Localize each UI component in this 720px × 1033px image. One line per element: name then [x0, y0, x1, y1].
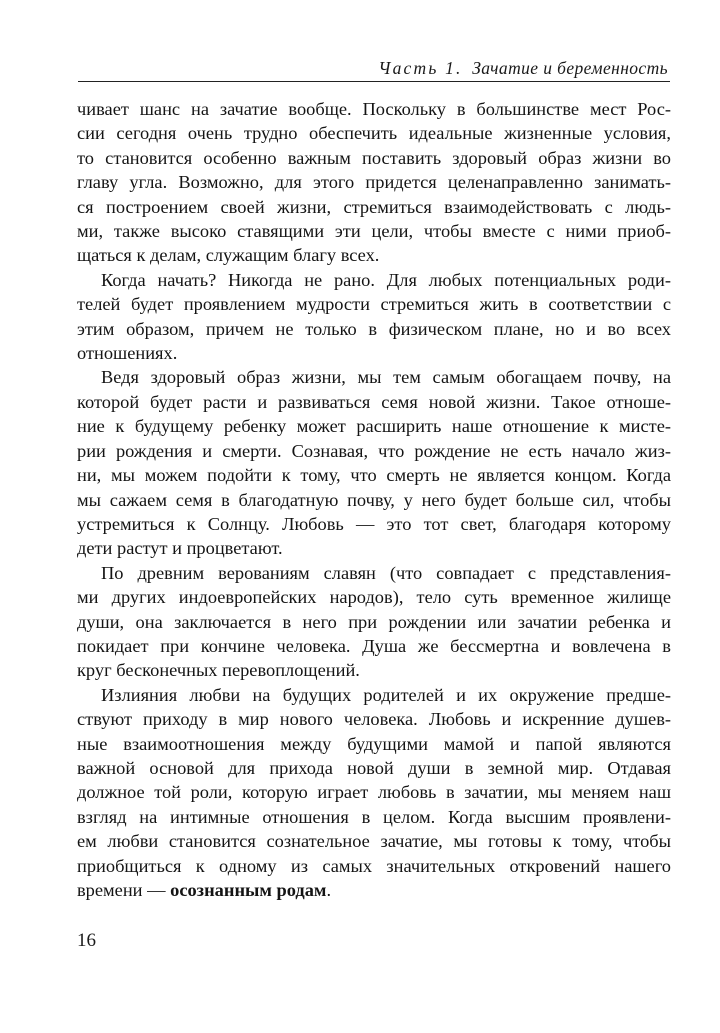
text-line: ствуют приходу в мир нового человека. Любовь и искренние душев-: [77, 709, 671, 730]
text-line: главу угла. Возможно, для этого придется целенаправленно занимать-: [77, 172, 671, 193]
text-line: дети растут и процветают.: [77, 538, 283, 559]
page-number: 16: [77, 930, 96, 951]
text-line: Излияния любви на будущих родителей и их окружение предше-: [101, 684, 671, 705]
paragraph-2: [77, 268, 671, 366]
running-head-title: Зачатие и беременность: [472, 58, 668, 78]
paragraph-5: [77, 683, 671, 903]
paragraph-4: [77, 561, 671, 683]
body-text: [77, 97, 671, 902]
text-line: отношениях.: [77, 343, 178, 364]
text-line: ние к будущему ребенку может расширить наше отношение к мисте-: [77, 416, 671, 437]
running-head-part: Часть 1.: [378, 58, 463, 78]
text-line: Когда начать? Никогда не рано. Для любых потенциальных роди-: [101, 269, 671, 290]
paragraph-1: [77, 97, 671, 268]
text-line: круг бесконечных перевоплощений.: [77, 660, 360, 681]
paragraph-3: [77, 365, 671, 560]
text-line: ем любви становится сознательное зачатие, мы готовы к тому, чтобы: [77, 831, 671, 852]
text-line: покидает при кончине человека. Душа же бессмертна и вовлечена в: [77, 635, 671, 656]
text-line: сии сегодня очень трудно обеспечить идеальные жизненные условия,: [77, 123, 671, 144]
text-line: души, она заключается в него при рождении или зачатии ребенка и: [77, 611, 671, 632]
header-rule: [78, 81, 670, 82]
text-line: которой будет расти и развиваться семя новой жизни. Такое отноше-: [77, 391, 671, 412]
text-line: рии рождения и смерти. Сознавая, что рождение не есть начало жиз-: [77, 440, 671, 461]
text-line: устремиться к Солнцу. Любовь — это тот свет, благодаря которому: [77, 513, 671, 534]
text-line: мы сажаем семя в благодатную почву, у него будет больше сил, чтобы: [77, 489, 671, 510]
running-head: [378, 58, 668, 79]
text-line: приобщиться к одному из самых значительных откровений нашего: [77, 855, 671, 876]
text-line: важной основой для прихода новой души в земной мир. Отдавая: [77, 757, 671, 778]
final-line-bold: осознанным родам: [170, 880, 327, 900]
text-line: должное той роли, которую играет любовь в зачатии, мы меняем наш: [77, 782, 671, 803]
text-line: ми других индоевропейских народов), тело суть временное жилище: [77, 587, 671, 608]
text-line-final: [77, 878, 671, 902]
text-line: Ведя здоровый образ жизни, мы тем самым обогащаем почву, на: [101, 367, 671, 388]
text-line: ни, мы можем подойти к тому, что смерть не является концом. Когда: [77, 465, 671, 486]
text-line: чивает шанс на зачатие вообще. Поскольку в большинстве мест Рос-: [77, 99, 671, 119]
text-line: щаться к делам, служащим благу всех.: [77, 245, 380, 266]
final-line-plain: времени —: [77, 880, 171, 900]
text-line: ные взаимоотношения между будущими мамой и папой являются: [77, 733, 671, 754]
text-line: то становится особенно важным поставить здоровый образ жизни во: [77, 147, 671, 168]
text-line: этим образом, причем не только в физическом плане, но и во всех: [77, 318, 671, 339]
text-line: телей будет проявлением мудрости стремиться жить в соответствии с: [77, 294, 671, 315]
text-line: По древним верованиям славян (что совпадает с представления-: [101, 562, 671, 583]
final-line-end: .: [326, 880, 332, 900]
text-line: ми, также высоко ставящими эти цели, чтобы вместе с ними приоб-: [77, 221, 671, 242]
text-line: ся построением своей жизни, стремиться взаимодействовать с людь-: [77, 196, 671, 217]
text-line: взгляд на интимные отношения в целом. Когда высшим проявлени-: [77, 806, 671, 827]
